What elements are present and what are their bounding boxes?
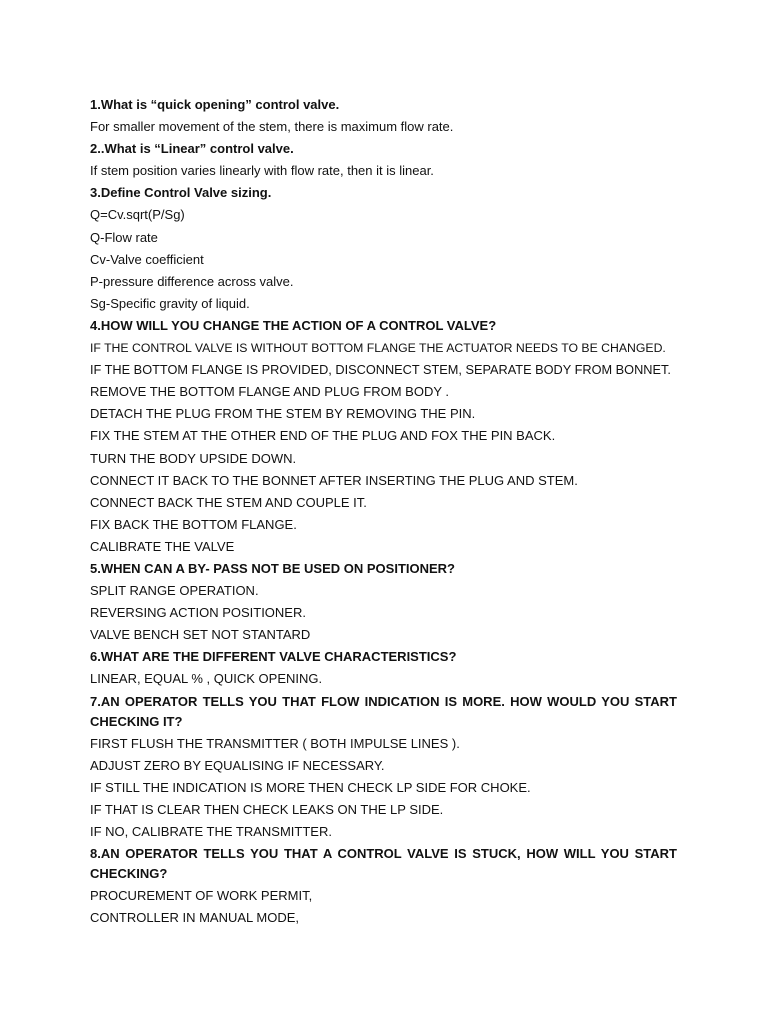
question-heading: 3.Define Control Valve sizing. — [90, 185, 272, 201]
answer-line: REVERSING ACTION POSITIONER. — [90, 605, 306, 621]
answer-line: Cv-Valve coefficient — [90, 251, 204, 267]
answer-line: If stem position varies linearly with flow rate, then it is linear. — [90, 163, 434, 179]
question-heading: 1.What is “quick opening” control valve. — [90, 97, 340, 112]
answer-line: LINEAR, EQUAL % , QUICK OPENING. — [90, 671, 323, 687]
answer-line: FIX THE STEM AT THE OTHER END OF THE PLUG AND FOX THE PIN BACK. — [90, 428, 556, 444]
answer-line: CONNECT BACK THE STEM AND COUPLE IT. — [90, 494, 367, 510]
answer-line: FIRST FLUSH THE TRANSMITTER ( BOTH IMPULSE LINES ). — [90, 735, 460, 751]
answer-line: ADJUST ZERO BY EQUALISING IF NECESSARY. — [90, 757, 385, 773]
question-heading: 5.WHEN CAN A BY- PASS NOT BE USED ON POSITIONER? — [90, 560, 455, 576]
answer-line: DETACH THE PLUG FROM THE STEM BY REMOVING THE PIN. — [90, 406, 476, 422]
answer-line: REMOVE THE BOTTOM FLANGE AND PLUG FROM BODY . — [90, 384, 450, 400]
answer-line: PROCUREMENT OF WORK PERMIT, — [90, 888, 313, 903]
answer-line: TURN THE BODY UPSIDE DOWN. — [90, 450, 297, 466]
answer-line: VALVE BENCH SET NOT STANTARD — [90, 627, 311, 643]
document-page — [90, 94, 677, 929]
answer-line: IF THE CONTROL VALVE IS WITHOUT BOTTOM FLANGE THE ACTUATOR NEEDS TO BE CHANGED. — [90, 341, 666, 356]
answer-line: IF STILL THE INDICATION IS MORE THEN CHECK LP SIDE FOR CHOKE. — [90, 779, 531, 795]
question-heading: 4.HOW WILL YOU CHANGE THE ACTION OF A CONTROL VALVE? — [90, 317, 497, 333]
question-heading: 6.WHAT ARE THE DIFFERENT VALVE CHARACTERISTICS? — [90, 649, 457, 665]
answer-line: CONTROLLER IN MANUAL MODE, — [90, 910, 299, 926]
answer-line: IF THAT IS CLEAR THEN CHECK LEAKS ON THE LP SIDE. — [90, 801, 444, 817]
answer-line: CALIBRATE THE VALVE — [90, 538, 235, 554]
answer-line: P-pressure difference across valve. — [90, 273, 294, 289]
question-heading: 7.AN OPERATOR TELLS YOU THAT FLOW INDICATION IS MORE. HOW WOULD YOU START CHECKING IT? — [90, 693, 677, 729]
question-heading: 2..What is “Linear” control valve. — [90, 141, 294, 157]
answer-line: FIX BACK THE BOTTOM FLANGE. — [90, 516, 297, 532]
answer-line: IF THE BOTTOM FLANGE IS PROVIDED, DISCONNECT STEM, SEPARATE BODY FROM BONNET. — [90, 362, 671, 378]
answer-line: Q-Flow rate — [90, 229, 158, 245]
answer-line: For smaller movement of the stem, there is maximum flow rate. — [90, 119, 454, 135]
answer-line: Sg-Specific gravity of liquid. — [90, 295, 250, 311]
answer-line: Q=Cv.sqrt(P/Sg) — [90, 207, 185, 223]
answer-line: CONNECT IT BACK TO THE BONNET AFTER INSERTING THE PLUG AND STEM. — [90, 472, 578, 488]
question-heading: 8.AN OPERATOR TELLS YOU THAT A CONTROL VALVE IS STUCK, HOW WILL YOU START CHECKING? — [90, 846, 677, 881]
answer-line: IF NO, CALIBRATE THE TRANSMITTER. — [90, 823, 332, 839]
answer-line: SPLIT RANGE OPERATION. — [90, 583, 259, 599]
